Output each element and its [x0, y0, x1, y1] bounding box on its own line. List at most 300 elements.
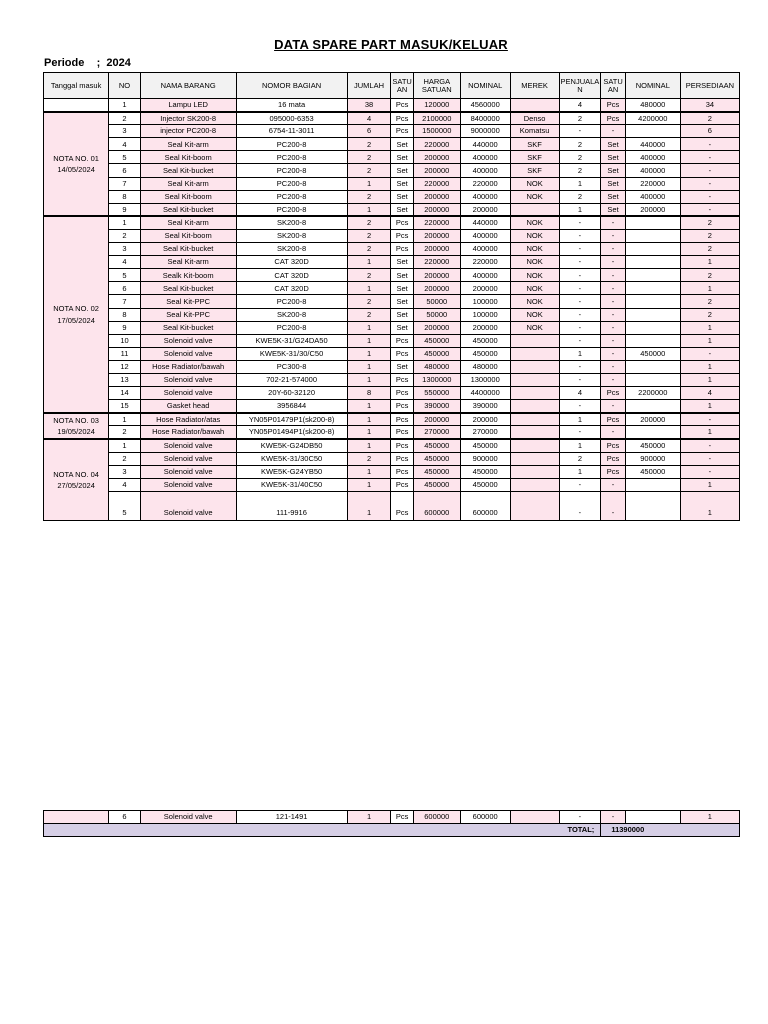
satuan-cell: Pcs [391, 478, 413, 491]
penjualan-cell: - [559, 373, 601, 386]
satuan-cell: Set [391, 177, 413, 190]
satuan-jual-cell: Set [601, 138, 625, 151]
row-no-cell: 3 [109, 465, 141, 478]
satuan-jual-cell: Pcs [601, 387, 625, 400]
header-nominal: NOMINAL [460, 73, 510, 99]
nominal-cell: 450000 [460, 478, 510, 491]
penjualan-cell: - [559, 216, 601, 229]
satuan-jual-cell: - [601, 491, 625, 520]
table-row [44, 125, 740, 138]
table-row [44, 334, 740, 347]
satuan-cell: Pcs [391, 400, 413, 413]
nominal-jual-cell: 4200000 [625, 112, 680, 125]
nominal-cell: 400000 [460, 164, 510, 177]
nomor-bagian-cell: KWE5K-31/30C50 [236, 452, 347, 465]
table-row [44, 164, 740, 177]
nomor-bagian-cell: YN05P01494P1(sk200-8) [236, 426, 347, 439]
persediaan-cell: 1 [680, 400, 739, 413]
nominal-cell: 4400000 [460, 387, 510, 400]
merek-cell: NOK [510, 321, 559, 334]
row-no-cell: 3 [109, 243, 141, 256]
penjualan-cell: - [559, 478, 601, 491]
merek-cell [510, 452, 559, 465]
harga-satuan-cell: 600000 [413, 491, 460, 520]
nomor-bagian-cell: KWE5K-G24DB50 [236, 439, 347, 452]
persediaan-cell: 1 [680, 478, 739, 491]
table-row [44, 177, 740, 190]
nomor-bagian-cell: 6754-11-3011 [236, 125, 347, 138]
nota-cell: NOTA NO. 01 14/05/2024 [44, 112, 109, 217]
table-row [44, 308, 740, 321]
merek-cell: NOK [510, 177, 559, 190]
nama-barang-cell: Solenoid valve [140, 373, 236, 386]
jumlah-cell: 2 [347, 164, 391, 177]
nomor-bagian-cell: PC200-8 [236, 138, 347, 151]
harga-satuan-cell: 1300000 [413, 373, 460, 386]
nominal-jual-cell [625, 229, 680, 242]
persediaan-cell: - [680, 413, 739, 426]
table-row [44, 151, 740, 164]
satuan-cell: Pcs [391, 216, 413, 229]
satuan-cell: Pcs [391, 465, 413, 478]
spare-part-table [43, 98, 740, 521]
jumlah-cell: 38 [347, 99, 391, 112]
jumlah-cell: 1 [347, 282, 391, 295]
row-no-cell: 5 [109, 151, 141, 164]
penjualan-cell: - [559, 308, 601, 321]
table-row [44, 413, 740, 426]
row-no-cell: 4 [109, 478, 141, 491]
satuan-jual-cell: Pcs [601, 413, 625, 426]
nominal-cell: 270000 [460, 426, 510, 439]
header-satuan: SATU AN [391, 73, 413, 99]
header-nomor-bagian: NOMOR BAGIAN [236, 73, 347, 99]
satuan-jual-cell: Pcs [601, 452, 625, 465]
nominal-jual-cell: 200000 [625, 413, 680, 426]
merek-cell: SKF [510, 138, 559, 151]
nomor-bagian-cell: KWE5K-G24YB50 [236, 465, 347, 478]
nama-barang-cell: Hose Radiator/bawah [140, 426, 236, 439]
satuan-cell: Set [391, 282, 413, 295]
table-row [44, 439, 740, 452]
satuan-cell: Set [391, 151, 413, 164]
satuan-cell: Pcs [391, 125, 413, 138]
row-no-cell: 12 [109, 360, 141, 373]
harga-satuan-cell: 200000 [413, 321, 460, 334]
nama-barang-cell: Seal Kit-boom [140, 190, 236, 203]
nominal-jual-cell [625, 360, 680, 373]
nominal-cell: 200000 [460, 321, 510, 334]
nominal-jual-cell [625, 321, 680, 334]
jumlah-cell: 1 [347, 203, 391, 216]
nominal-jual-cell: 480000 [625, 99, 680, 112]
harga-satuan-cell: 200000 [413, 190, 460, 203]
persediaan-cell: 6 [680, 125, 739, 138]
table-row [44, 426, 740, 439]
persediaan-cell: - [680, 138, 739, 151]
jumlah-cell: 1 [347, 347, 391, 360]
harga-satuan-cell: 1500000 [413, 125, 460, 138]
satuan-cell: Set [391, 360, 413, 373]
nomor-bagian-cell: 702-21-574000 [236, 373, 347, 386]
table-row [44, 282, 740, 295]
header-jumlah: JUMLAH [347, 73, 391, 99]
row-no-cell: 1 [109, 413, 141, 426]
merek-cell [510, 373, 559, 386]
satuan-jual-cell: Set [601, 190, 625, 203]
jumlah-cell: 1 [347, 321, 391, 334]
nama-barang-cell: Seal Kit-bucket [140, 203, 236, 216]
persediaan-cell: - [680, 347, 739, 360]
persediaan-cell: 1 [680, 373, 739, 386]
satuan-cell: Pcs [391, 347, 413, 360]
table-row [44, 491, 740, 520]
merek-cell: SKF [510, 164, 559, 177]
nota-cell [44, 811, 109, 824]
satuan-cell: Pcs [391, 439, 413, 452]
persediaan-cell: 34 [680, 99, 739, 112]
penjualan-cell: - [559, 400, 601, 413]
penjualan-cell: 2 [559, 190, 601, 203]
satuan-cell: Pcs [391, 387, 413, 400]
persediaan-cell: 2 [680, 112, 739, 125]
penjualan-cell: - [559, 295, 601, 308]
nominal-cell: 8400000 [460, 112, 510, 125]
row-no-cell: 2 [109, 112, 141, 125]
persediaan-cell: - [680, 203, 739, 216]
nominal-jual-cell: 220000 [625, 177, 680, 190]
nama-barang-cell: Hose Radiator/bawah [140, 360, 236, 373]
nominal-cell: 450000 [460, 465, 510, 478]
row-no-cell: 2 [109, 229, 141, 242]
nomor-bagian-cell: 3956844 [236, 400, 347, 413]
jumlah-cell: 2 [347, 452, 391, 465]
nominal-jual-cell: 400000 [625, 151, 680, 164]
nominal-jual-cell: 200000 [625, 203, 680, 216]
nominal-cell: 200000 [460, 282, 510, 295]
nominal-jual-cell: 450000 [625, 439, 680, 452]
row-no-cell: 8 [109, 308, 141, 321]
total-value: 11390000 [601, 824, 740, 837]
nomor-bagian-cell: PC300-8 [236, 360, 347, 373]
persediaan-cell: - [680, 177, 739, 190]
nomor-bagian-cell: CAT 320D [236, 269, 347, 282]
nominal-jual-cell [625, 400, 680, 413]
penjualan-cell: - [559, 125, 601, 138]
nomor-bagian-cell: SK200-8 [236, 243, 347, 256]
nomor-bagian-cell: CAT 320D [236, 256, 347, 269]
nama-barang-cell: Sealk Kit-boom [140, 269, 236, 282]
row-no-cell: 6 [109, 282, 141, 295]
satuan-jual-cell: - [601, 426, 625, 439]
nama-barang-cell: Solenoid valve [140, 452, 236, 465]
table-row [44, 400, 740, 413]
period-label: Periode ; 2024 [44, 57, 131, 69]
nominal-jual-cell [625, 125, 680, 138]
table-row [44, 478, 740, 491]
harga-satuan-cell: 450000 [413, 347, 460, 360]
harga-satuan-cell: 390000 [413, 400, 460, 413]
jumlah-cell: 2 [347, 151, 391, 164]
nominal-jual-cell [625, 282, 680, 295]
nama-barang-cell: Lampu LED [140, 99, 236, 112]
harga-satuan-cell: 200000 [413, 413, 460, 426]
harga-satuan-cell: 120000 [413, 99, 460, 112]
merek-cell [510, 426, 559, 439]
harga-satuan-cell: 480000 [413, 360, 460, 373]
table-row [44, 229, 740, 242]
table-row [44, 347, 740, 360]
harga-satuan-cell: 50000 [413, 308, 460, 321]
persediaan-cell: - [680, 439, 739, 452]
document-title: DATA SPARE PART MASUK/KELUAR [274, 37, 508, 52]
merek-cell [510, 347, 559, 360]
penjualan-cell: 2 [559, 164, 601, 177]
nominal-cell: 400000 [460, 229, 510, 242]
nama-barang-cell: Seal Kit-arm [140, 216, 236, 229]
persediaan-cell: 1 [680, 256, 739, 269]
penjualan-cell: 1 [559, 413, 601, 426]
penjualan-cell: - [559, 321, 601, 334]
harga-satuan-cell: 2100000 [413, 112, 460, 125]
nama-barang-cell: Solenoid valve [140, 334, 236, 347]
nota-cell: NOTA NO. 04 27/05/2024 [44, 439, 109, 520]
harga-satuan-cell: 450000 [413, 334, 460, 347]
nama-barang-cell: Seal Kit-bucket [140, 164, 236, 177]
satuan-jual-cell: Pcs [601, 439, 625, 452]
nominal-cell: 450000 [460, 347, 510, 360]
jumlah-cell: 1 [347, 256, 391, 269]
merek-cell: NOK [510, 256, 559, 269]
penjualan-cell: 1 [559, 203, 601, 216]
nomor-bagian-cell: PC200-8 [236, 177, 347, 190]
harga-satuan-cell: 200000 [413, 229, 460, 242]
persediaan-cell: - [680, 465, 739, 478]
nomor-bagian-cell: KWE5K-31/30/C50 [236, 347, 347, 360]
nama-barang-cell: Solenoid valve [140, 439, 236, 452]
penjualan-cell: 1 [559, 347, 601, 360]
row-no-cell: 13 [109, 373, 141, 386]
satuan-jual-cell: - [601, 373, 625, 386]
nama-barang-cell: Injector SK200-8 [140, 112, 236, 125]
nomor-bagian-cell: KWE5K-31/G24DA50 [236, 334, 347, 347]
nama-barang-cell: Gasket head [140, 400, 236, 413]
persediaan-cell: 1 [680, 334, 739, 347]
header-persediaan: PERSEDIAAN [680, 73, 739, 99]
nama-barang-cell: Seal Kit-bucket [140, 243, 236, 256]
table-row [44, 295, 740, 308]
jumlah-cell: 4 [347, 112, 391, 125]
row-no-cell: 10 [109, 334, 141, 347]
satuan-cell: Pcs [391, 334, 413, 347]
satuan-cell: Pcs [391, 243, 413, 256]
table-row [44, 269, 740, 282]
row-no-cell: 1 [109, 99, 141, 112]
nominal-cell: 390000 [460, 400, 510, 413]
nominal-jual-cell [625, 334, 680, 347]
table-row [44, 243, 740, 256]
jumlah-cell: 1 [347, 373, 391, 386]
persediaan-cell: 2 [680, 229, 739, 242]
nomor-bagian-cell: PC200-8 [236, 151, 347, 164]
satuan-jual-cell: Set [601, 164, 625, 177]
table-row [44, 138, 740, 151]
table-row [44, 256, 740, 269]
nama-barang-cell: Solenoid valve [140, 491, 236, 520]
merek-cell: NOK [510, 243, 559, 256]
total-row [44, 824, 740, 837]
harga-satuan-cell: 220000 [413, 138, 460, 151]
nominal-cell: 440000 [460, 138, 510, 151]
harga-satuan-cell: 200000 [413, 151, 460, 164]
header-no: NO [109, 73, 141, 99]
harga-satuan-cell: 450000 [413, 465, 460, 478]
persediaan-cell: 1 [680, 491, 739, 520]
merek-cell [510, 811, 559, 824]
satuan-cell: Set [391, 256, 413, 269]
jumlah-cell: 2 [347, 308, 391, 321]
penjualan-cell: 1 [559, 439, 601, 452]
satuan-cell: Set [391, 190, 413, 203]
nominal-jual-cell: 400000 [625, 164, 680, 177]
jumlah-cell: 1 [347, 334, 391, 347]
merek-cell [510, 203, 559, 216]
row-no-cell: 6 [109, 811, 141, 824]
header-merek: MEREK [510, 73, 559, 99]
persediaan-cell: 1 [680, 321, 739, 334]
satuan-cell: Pcs [391, 413, 413, 426]
harga-satuan-cell: 200000 [413, 164, 460, 177]
row-no-cell: 1 [109, 439, 141, 452]
jumlah-cell: 1 [347, 465, 391, 478]
merek-cell [510, 99, 559, 112]
nominal-jual-cell: 440000 [625, 138, 680, 151]
penjualan-cell: 2 [559, 452, 601, 465]
table-row [44, 360, 740, 373]
merek-cell: Denso [510, 112, 559, 125]
nomor-bagian-cell: 111-9916 [236, 491, 347, 520]
nama-barang-cell: Seal Kit-bucket [140, 282, 236, 295]
header-harga-satuan: HARGA SATUAN [413, 73, 460, 99]
nominal-cell: 450000 [460, 439, 510, 452]
harga-satuan-cell: 450000 [413, 452, 460, 465]
satuan-jual-cell: - [601, 400, 625, 413]
satuan-cell: Pcs [391, 373, 413, 386]
jumlah-cell: 1 [347, 400, 391, 413]
nominal-jual-cell [625, 426, 680, 439]
table-row [44, 373, 740, 386]
satuan-jual-cell: Set [601, 151, 625, 164]
row-no-cell: 3 [109, 125, 141, 138]
table-row [44, 216, 740, 229]
harga-satuan-cell: 220000 [413, 216, 460, 229]
satuan-cell: Pcs [391, 452, 413, 465]
penjualan-cell: - [559, 811, 601, 824]
nominal-jual-cell: 400000 [625, 190, 680, 203]
merek-cell [510, 478, 559, 491]
nominal-cell: 400000 [460, 243, 510, 256]
merek-cell [510, 465, 559, 478]
penjualan-cell: - [559, 360, 601, 373]
header-satuan-jual: SATU AN [601, 73, 625, 99]
penjualan-cell: - [559, 229, 601, 242]
nomor-bagian-cell: 20Y-60-32120 [236, 387, 347, 400]
persediaan-cell: - [680, 164, 739, 177]
jumlah-cell: 2 [347, 243, 391, 256]
satuan-jual-cell: - [601, 360, 625, 373]
nama-barang-cell: Solenoid valve [140, 347, 236, 360]
nama-barang-cell: Seal Kit-boom [140, 151, 236, 164]
header-tanggal-masuk: Tanggal masuk [44, 73, 109, 99]
table-row [44, 811, 740, 824]
nomor-bagian-cell: SK200-8 [236, 216, 347, 229]
penjualan-cell: 1 [559, 465, 601, 478]
nominal-jual-cell [625, 811, 680, 824]
row-no-cell: 4 [109, 256, 141, 269]
row-no-cell: 1 [109, 216, 141, 229]
merek-cell [510, 400, 559, 413]
row-no-cell: 9 [109, 321, 141, 334]
merek-cell [510, 360, 559, 373]
nomor-bagian-cell: 095000-6353 [236, 112, 347, 125]
row-no-cell: 5 [109, 491, 141, 520]
row-no-cell: 14 [109, 387, 141, 400]
nomor-bagian-cell: 121-1491 [236, 811, 347, 824]
merek-cell: NOK [510, 216, 559, 229]
nama-barang-cell: Seal Kit-arm [140, 138, 236, 151]
satuan-cell: Set [391, 203, 413, 216]
persediaan-cell: - [680, 151, 739, 164]
merek-cell: NOK [510, 295, 559, 308]
jumlah-cell: 1 [347, 811, 391, 824]
satuan-jual-cell: - [601, 334, 625, 347]
jumlah-cell: 2 [347, 190, 391, 203]
jumlah-cell: 2 [347, 295, 391, 308]
row-no-cell: 7 [109, 177, 141, 190]
persediaan-cell: - [680, 452, 739, 465]
harga-satuan-cell: 220000 [413, 177, 460, 190]
nominal-cell: 100000 [460, 308, 510, 321]
nominal-cell: 100000 [460, 295, 510, 308]
satuan-jual-cell: - [601, 811, 625, 824]
jumlah-cell: 6 [347, 125, 391, 138]
row-no-cell: 2 [109, 426, 141, 439]
persediaan-cell: 2 [680, 216, 739, 229]
satuan-cell: Pcs [391, 491, 413, 520]
nomor-bagian-cell: CAT 320D [236, 282, 347, 295]
table-row [44, 112, 740, 125]
row-no-cell: 7 [109, 295, 141, 308]
satuan-cell: Pcs [391, 426, 413, 439]
nama-barang-cell: Seal Kit-arm [140, 177, 236, 190]
row-no-cell: 8 [109, 190, 141, 203]
satuan-cell: Pcs [391, 99, 413, 112]
merek-cell: NOK [510, 190, 559, 203]
jumlah-cell: 2 [347, 216, 391, 229]
table-row [44, 99, 740, 112]
nominal-cell: 600000 [460, 491, 510, 520]
harga-satuan-cell: 600000 [413, 811, 460, 824]
satuan-cell: Set [391, 321, 413, 334]
nominal-jual-cell [625, 216, 680, 229]
satuan-cell: Pcs [391, 229, 413, 242]
nomor-bagian-cell: PC200-8 [236, 164, 347, 177]
persediaan-cell: 2 [680, 243, 739, 256]
nama-barang-cell: Solenoid valve [140, 465, 236, 478]
nama-barang-cell: Solenoid valve [140, 387, 236, 400]
satuan-jual-cell: Set [601, 177, 625, 190]
satuan-cell: Set [391, 164, 413, 177]
